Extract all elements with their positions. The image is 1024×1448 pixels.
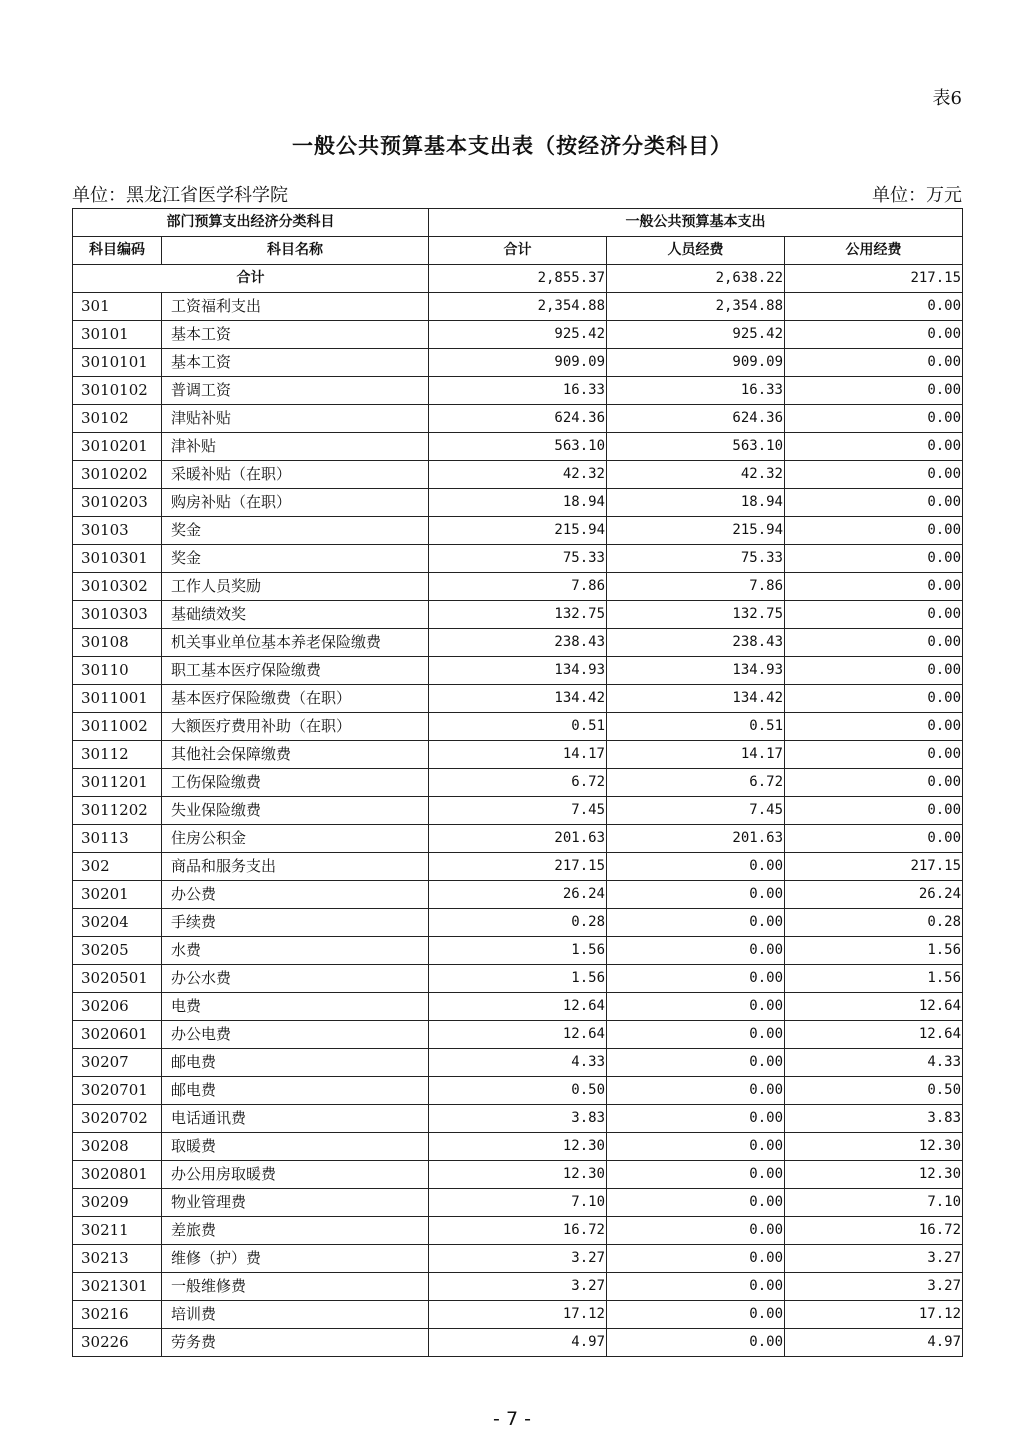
row-personnel: 0.00	[607, 965, 785, 993]
row-public: 0.00	[785, 349, 963, 377]
table-row	[73, 573, 963, 601]
table-row	[73, 1049, 963, 1077]
row-name: 大额医疗费用补助（在职）	[162, 713, 429, 741]
row-public: 0.00	[785, 405, 963, 433]
row-code: 3011202	[73, 797, 162, 825]
row-name: 津补贴	[162, 433, 429, 461]
row-code: 30108	[73, 629, 162, 657]
row-code: 30208	[73, 1133, 162, 1161]
row-code: 30207	[73, 1049, 162, 1077]
row-personnel: 0.00	[607, 1189, 785, 1217]
row-public: 0.00	[785, 825, 963, 853]
row-code: 3021301	[73, 1273, 162, 1301]
row-total: 3.27	[429, 1273, 607, 1301]
row-public: 12.30	[785, 1133, 963, 1161]
row-public: 4.33	[785, 1049, 963, 1077]
row-code: 3010202	[73, 461, 162, 489]
table-row	[73, 741, 963, 769]
row-personnel: 0.00	[607, 1105, 785, 1133]
row-total: 16.72	[429, 1217, 607, 1245]
row-name: 电费	[162, 993, 429, 1021]
row-code: 30205	[73, 937, 162, 965]
row-personnel: 909.09	[607, 349, 785, 377]
row-personnel: 0.00	[607, 1077, 785, 1105]
total-label: 合计	[73, 265, 429, 293]
row-public: 0.00	[785, 293, 963, 321]
row-total: 17.12	[429, 1301, 607, 1329]
row-name: 邮电费	[162, 1077, 429, 1105]
row-name: 奖金	[162, 545, 429, 573]
row-personnel: 0.00	[607, 909, 785, 937]
row-code: 3020702	[73, 1105, 162, 1133]
table-row	[73, 797, 963, 825]
row-total: 7.86	[429, 573, 607, 601]
row-total: 215.94	[429, 517, 607, 545]
row-code: 30216	[73, 1301, 162, 1329]
row-personnel: 7.86	[607, 573, 785, 601]
table-number: 表6	[932, 88, 962, 109]
row-personnel: 7.45	[607, 797, 785, 825]
organization-unit: 单位：黑龙江省医学科学院	[72, 185, 288, 206]
row-code: 3020801	[73, 1161, 162, 1189]
row-public: 0.00	[785, 713, 963, 741]
row-public: 12.64	[785, 993, 963, 1021]
row-name: 失业保险缴费	[162, 797, 429, 825]
row-name: 电话通讯费	[162, 1105, 429, 1133]
row-personnel: 238.43	[607, 629, 785, 657]
header-personnel: 人员经费	[607, 237, 785, 265]
row-public: 0.00	[785, 797, 963, 825]
table-row	[73, 1301, 963, 1329]
row-personnel: 0.00	[607, 1049, 785, 1077]
row-public: 0.00	[785, 489, 963, 517]
row-total: 42.32	[429, 461, 607, 489]
row-code: 302	[73, 853, 162, 881]
table-row	[73, 1077, 963, 1105]
table-row	[73, 657, 963, 685]
row-name: 采暖补贴（在职）	[162, 461, 429, 489]
row-public: 26.24	[785, 881, 963, 909]
row-name: 基本工资	[162, 349, 429, 377]
table-row	[73, 825, 963, 853]
row-total: 4.97	[429, 1329, 607, 1357]
row-name: 工作人员奖励	[162, 573, 429, 601]
row-code: 30101	[73, 321, 162, 349]
row-personnel: 0.00	[607, 881, 785, 909]
row-code: 3020501	[73, 965, 162, 993]
row-public: 0.00	[785, 769, 963, 797]
row-personnel: 0.00	[607, 1133, 785, 1161]
row-total: 3.27	[429, 1245, 607, 1273]
row-name: 机关事业单位基本养老保险缴费	[162, 629, 429, 657]
row-public: 0.00	[785, 517, 963, 545]
row-personnel: 0.00	[607, 1301, 785, 1329]
table-row	[73, 1189, 963, 1217]
row-public: 217.15	[785, 853, 963, 881]
table-row	[73, 517, 963, 545]
row-total: 12.30	[429, 1161, 607, 1189]
row-public: 17.12	[785, 1301, 963, 1329]
row-code: 3020701	[73, 1077, 162, 1105]
row-total: 12.64	[429, 993, 607, 1021]
table-row	[73, 909, 963, 937]
table-row	[73, 1329, 963, 1357]
row-code: 3010302	[73, 573, 162, 601]
row-name: 商品和服务支出	[162, 853, 429, 881]
row-total: 3.83	[429, 1105, 607, 1133]
table-row	[73, 937, 963, 965]
row-personnel: 624.36	[607, 405, 785, 433]
row-personnel: 132.75	[607, 601, 785, 629]
row-personnel: 0.00	[607, 1021, 785, 1049]
row-name: 办公费	[162, 881, 429, 909]
row-code: 3010301	[73, 545, 162, 573]
row-code: 3011201	[73, 769, 162, 797]
row-total: 75.33	[429, 545, 607, 573]
row-name: 取暖费	[162, 1133, 429, 1161]
table-row	[73, 433, 963, 461]
row-personnel: 0.00	[607, 853, 785, 881]
row-name: 办公用房取暖费	[162, 1161, 429, 1189]
row-name: 维修（护）费	[162, 1245, 429, 1273]
table-row	[73, 853, 963, 881]
table-row	[73, 629, 963, 657]
row-public: 1.56	[785, 937, 963, 965]
row-total: 16.33	[429, 377, 607, 405]
row-total: 201.63	[429, 825, 607, 853]
row-personnel: 2,354.88	[607, 293, 785, 321]
total-row	[73, 265, 963, 293]
row-public: 0.50	[785, 1077, 963, 1105]
row-name: 水费	[162, 937, 429, 965]
row-name: 基本医疗保险缴费（在职）	[162, 685, 429, 713]
row-personnel: 0.00	[607, 993, 785, 1021]
table-row	[73, 1021, 963, 1049]
row-code: 30226	[73, 1329, 162, 1357]
header-column-row	[73, 237, 963, 265]
table-row	[73, 1217, 963, 1245]
row-code: 30213	[73, 1245, 162, 1273]
row-total: 238.43	[429, 629, 607, 657]
row-public: 4.97	[785, 1329, 963, 1357]
table-row	[73, 601, 963, 629]
row-personnel: 0.51	[607, 713, 785, 741]
row-total: 909.09	[429, 349, 607, 377]
row-code: 3010102	[73, 377, 162, 405]
row-total: 563.10	[429, 433, 607, 461]
row-code: 30112	[73, 741, 162, 769]
table-row	[73, 321, 963, 349]
row-name: 劳务费	[162, 1329, 429, 1357]
table-row	[73, 489, 963, 517]
row-personnel: 134.42	[607, 685, 785, 713]
row-total: 2,354.88	[429, 293, 607, 321]
total-personnel: 2,638.22	[607, 265, 785, 293]
row-public: 12.64	[785, 1021, 963, 1049]
row-public: 3.27	[785, 1273, 963, 1301]
row-total: 925.42	[429, 321, 607, 349]
row-personnel: 0.00	[607, 1217, 785, 1245]
table-row	[73, 881, 963, 909]
row-total: 0.50	[429, 1077, 607, 1105]
row-code: 3011002	[73, 713, 162, 741]
row-name: 购房补贴（在职）	[162, 489, 429, 517]
row-code: 30110	[73, 657, 162, 685]
row-public: 0.00	[785, 685, 963, 713]
table-row	[73, 1105, 963, 1133]
row-code: 30113	[73, 825, 162, 853]
row-personnel: 18.94	[607, 489, 785, 517]
table-row	[73, 1133, 963, 1161]
table-row	[73, 993, 963, 1021]
row-public: 0.28	[785, 909, 963, 937]
header-economic-classification: 部门预算支出经济分类科目	[73, 209, 429, 237]
row-name: 差旅费	[162, 1217, 429, 1245]
row-personnel: 42.32	[607, 461, 785, 489]
row-public: 0.00	[785, 461, 963, 489]
row-name: 一般维修费	[162, 1273, 429, 1301]
row-total: 624.36	[429, 405, 607, 433]
row-total: 0.51	[429, 713, 607, 741]
table-row	[73, 377, 963, 405]
table-row	[73, 713, 963, 741]
row-name: 职工基本医疗保险缴费	[162, 657, 429, 685]
table-row	[73, 349, 963, 377]
budget-table	[72, 208, 963, 1357]
row-code: 3010303	[73, 601, 162, 629]
row-public: 0.00	[785, 377, 963, 405]
row-total: 7.45	[429, 797, 607, 825]
row-code: 3010101	[73, 349, 162, 377]
table-row	[73, 965, 963, 993]
row-public: 0.00	[785, 321, 963, 349]
row-name: 邮电费	[162, 1049, 429, 1077]
row-personnel: 6.72	[607, 769, 785, 797]
row-name: 培训费	[162, 1301, 429, 1329]
row-personnel: 14.17	[607, 741, 785, 769]
row-code: 30204	[73, 909, 162, 937]
row-public: 0.00	[785, 433, 963, 461]
row-name: 办公电费	[162, 1021, 429, 1049]
row-public: 0.00	[785, 545, 963, 573]
row-name: 住房公积金	[162, 825, 429, 853]
row-code: 30206	[73, 993, 162, 1021]
row-name: 办公水费	[162, 965, 429, 993]
row-public: 1.56	[785, 965, 963, 993]
row-total: 134.93	[429, 657, 607, 685]
row-total: 132.75	[429, 601, 607, 629]
row-code: 301	[73, 293, 162, 321]
row-personnel: 563.10	[607, 433, 785, 461]
row-name: 工伤保险缴费	[162, 769, 429, 797]
row-code: 30209	[73, 1189, 162, 1217]
table-row	[73, 405, 963, 433]
row-public: 16.72	[785, 1217, 963, 1245]
row-personnel: 925.42	[607, 321, 785, 349]
header-name: 科目名称	[162, 237, 429, 265]
table-row	[73, 1161, 963, 1189]
row-name: 物业管理费	[162, 1189, 429, 1217]
currency-unit: 单位：万元	[872, 185, 962, 206]
row-total: 7.10	[429, 1189, 607, 1217]
row-personnel: 0.00	[607, 1245, 785, 1273]
header-code: 科目编码	[73, 237, 162, 265]
row-name: 普调工资	[162, 377, 429, 405]
row-personnel: 0.00	[607, 1273, 785, 1301]
page-number: - 7 -	[493, 1408, 531, 1430]
row-code: 3010201	[73, 433, 162, 461]
header-group-row	[73, 209, 963, 237]
row-code: 30211	[73, 1217, 162, 1245]
row-personnel: 134.93	[607, 657, 785, 685]
row-public: 0.00	[785, 657, 963, 685]
row-total: 1.56	[429, 937, 607, 965]
row-personnel: 0.00	[607, 1161, 785, 1189]
row-code: 3011001	[73, 685, 162, 713]
page-title: 一般公共预算基本支出表（按经济分类科目）	[292, 134, 732, 158]
row-personnel: 0.00	[607, 937, 785, 965]
row-name: 工资福利支出	[162, 293, 429, 321]
row-public: 0.00	[785, 573, 963, 601]
row-name: 手续费	[162, 909, 429, 937]
row-personnel: 75.33	[607, 545, 785, 573]
row-total: 18.94	[429, 489, 607, 517]
row-public: 3.27	[785, 1245, 963, 1273]
row-public: 12.30	[785, 1161, 963, 1189]
row-total: 134.42	[429, 685, 607, 713]
row-public: 0.00	[785, 601, 963, 629]
total-public: 217.15	[785, 265, 963, 293]
row-code: 30103	[73, 517, 162, 545]
row-name: 基础绩效奖	[162, 601, 429, 629]
row-code: 30201	[73, 881, 162, 909]
row-total: 6.72	[429, 769, 607, 797]
row-code: 3020601	[73, 1021, 162, 1049]
table-row	[73, 685, 963, 713]
row-name: 奖金	[162, 517, 429, 545]
row-total: 12.64	[429, 1021, 607, 1049]
total-sum: 2,855.37	[429, 265, 607, 293]
header-basic-expenditure: 一般公共预算基本支出	[429, 209, 963, 237]
row-personnel: 16.33	[607, 377, 785, 405]
row-public: 0.00	[785, 741, 963, 769]
row-total: 0.28	[429, 909, 607, 937]
row-personnel: 201.63	[607, 825, 785, 853]
table-row	[73, 1245, 963, 1273]
row-total: 14.17	[429, 741, 607, 769]
row-public: 7.10	[785, 1189, 963, 1217]
row-personnel: 0.00	[607, 1329, 785, 1357]
row-code: 30102	[73, 405, 162, 433]
row-total: 26.24	[429, 881, 607, 909]
row-total: 217.15	[429, 853, 607, 881]
row-code: 3010203	[73, 489, 162, 517]
table-row	[73, 293, 963, 321]
row-name: 基本工资	[162, 321, 429, 349]
row-name: 津贴补贴	[162, 405, 429, 433]
table-row	[73, 545, 963, 573]
row-total: 4.33	[429, 1049, 607, 1077]
row-total: 12.30	[429, 1133, 607, 1161]
row-name: 其他社会保障缴费	[162, 741, 429, 769]
header-public: 公用经费	[785, 237, 963, 265]
row-total: 1.56	[429, 965, 607, 993]
header-total: 合计	[429, 237, 607, 265]
row-public: 3.83	[785, 1105, 963, 1133]
row-personnel: 215.94	[607, 517, 785, 545]
row-public: 0.00	[785, 629, 963, 657]
table-row	[73, 1273, 963, 1301]
table-row	[73, 769, 963, 797]
table-row	[73, 461, 963, 489]
